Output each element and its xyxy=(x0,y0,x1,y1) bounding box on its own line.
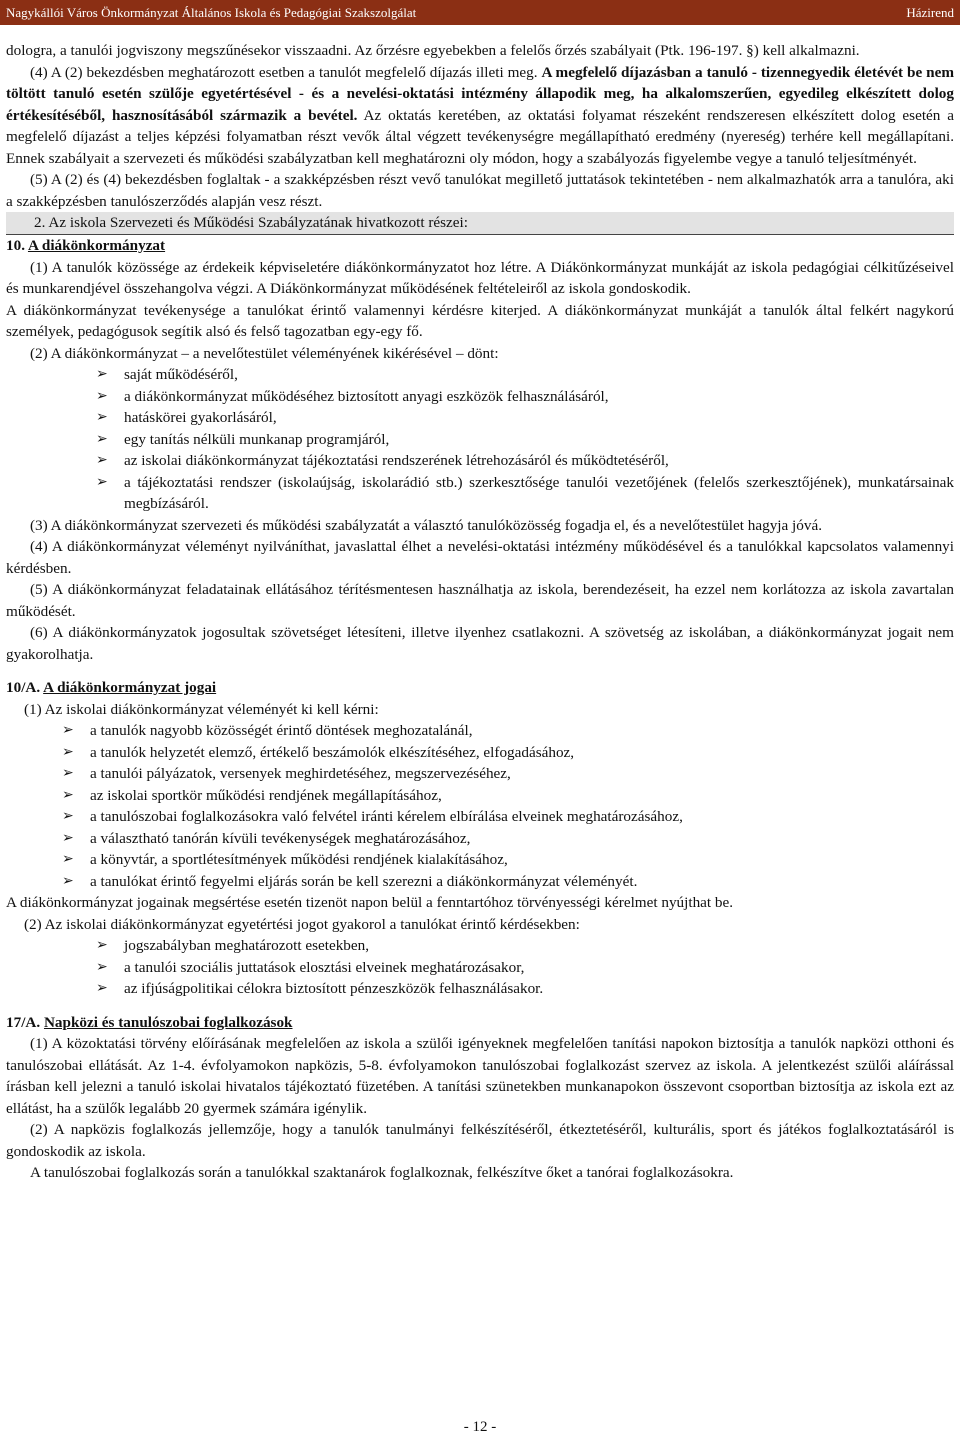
paragraph: (1) Az iskolai diákönkormányzat véleményét ki kell kérni: xyxy=(24,700,379,718)
arrow-bullet-icon: ➢ xyxy=(62,851,74,867)
section-title-text: A diákönkormányzat xyxy=(27,237,166,254)
paragraph: (2) A napközis foglalkozás jellemzője, hogy a tanulók tanulmányi felkészítéséről, étkeztetéséről, kulturális, sport és játékos foglalkoztatásáról is gondoskodik az iskola. xyxy=(6,1121,954,1160)
page-number: - 12 - xyxy=(463,1419,497,1435)
list-item-text: a választható tanórán kívüli tevékenységek meghatározásához, xyxy=(90,829,471,847)
arrow-bullet-icon: ➢ xyxy=(96,980,108,996)
list-item xyxy=(6,720,954,742)
list-item xyxy=(6,364,954,386)
list-item xyxy=(6,386,954,408)
paragraph: (1) A tanulók közössége az érdekeik képviseletére diákönkormányzatot hoz létre. A Diákönkormányzat munkáját az iskola pedagógiai célkitűzéseivel és munkarendjével összehangolva végzi. A Diákönkormányzat működésének feltételeiről az iskola gondoskodik. xyxy=(6,258,954,297)
arrow-bullet-icon: ➢ xyxy=(96,473,108,490)
paragraph: (6) A diákönkormányzatok jogosultak szövetséget létesíteni, illetve ilyenhez csatlakozni. A szövetség az iskolában, a diákönkormányzat jogait nem gyakorolhatja. xyxy=(6,624,954,663)
paragraph: (3) A diákönkormányzat szervezeti és működési szabályzatát a választó tanulóközösség fogadja el, és a nevelőtestület hagyja jóvá. xyxy=(30,516,822,534)
section-heading-bar: 2. Az iskola Szervezeti és Működési Szabályzatának hivatkozott részei: xyxy=(6,212,954,235)
paragraph: (2) A diákönkormányzat – a nevelőtestület véleményének kikérésével – dönt: xyxy=(30,344,499,362)
arrow-bullet-icon: ➢ xyxy=(96,366,108,382)
list-item-text: a tanulók nagyobb közösségét érintő döntések meghozatalánál, xyxy=(90,722,473,739)
list-item xyxy=(6,763,954,785)
opinion-list xyxy=(6,720,954,892)
paragraph: A diákönkormányzat jogainak megsértése esetén tizenöt napon belül a fenntartóhoz törvényességi kérelmet nyújthat be. xyxy=(6,894,734,911)
paragraph: A diákönkormányzat tevékenysége a tanulókat érintő valamennyi kérdésre kiterjed. A diákönkormányzat munkáját a tanulók által felkért nagykorú személyek, pedagógusok segítik alsó és felső tagozatban egy-egy fő. xyxy=(6,301,954,340)
list-item xyxy=(6,957,954,979)
header-document-title: Házirend xyxy=(906,4,954,20)
section-title-10 xyxy=(6,235,954,257)
list-item-text: hatáskörei gyakorlásáról, xyxy=(124,409,277,426)
list-item-text: egy tanítás nélküli munkanap programjáról, xyxy=(124,430,390,448)
list-item-text: a tanulói szociális juttatások elosztási elveinek meghatározásakor, xyxy=(124,958,525,976)
list-item xyxy=(6,935,954,957)
paragraph: (2) Az iskolai diákönkormányzat egyetértési jogot gyakorol a tanulókat érintő kérdésekben: xyxy=(24,915,580,933)
arrow-bullet-icon: ➢ xyxy=(96,430,108,447)
arrow-bullet-icon: ➢ xyxy=(96,387,108,404)
list-item xyxy=(6,742,954,764)
arrow-bullet-icon: ➢ xyxy=(62,722,74,738)
paragraph xyxy=(6,62,954,170)
arrow-bullet-icon: ➢ xyxy=(62,829,74,846)
arrow-bullet-icon: ➢ xyxy=(62,808,74,824)
paragraph: (5) A (2) és (4) bekezdésben foglaltak - a szakképzésben részt vevő tanulókat megillető juttatások tekintetében - nem alkalmazhatók arra a tanulóra, aki a szakképzésben tanulószerződés alapján vesz részt. xyxy=(6,171,954,210)
list-item xyxy=(6,806,954,828)
list-item-text: az ifjúságpolitikai célokra biztosított pénzeszközök felhasználásakor. xyxy=(124,980,544,997)
paragraph-part: Az oktatás keretében, az oktatási folyamat részeként rendszeresen elkészített dolog esetén a megfelelő díjazást a teljes képzési folyamatban részt vevők által végzett tevékenységre megállapítható eredmény (nyereség) terhére kell megállapítani. Ennek szabályait a szervezeti és működési szabályzatban kell meghatározni oly módon, hogy a szabályozás figyelembe vegye a tanuló teljesítményét. xyxy=(6,106,954,167)
decision-list xyxy=(6,364,954,515)
paragraph-part: (4) A (2) bekezdésben meghatározott esetben a tanulót megfelelő díjazás illeti meg. xyxy=(30,63,542,81)
paragraph: A tanulószobai foglalkozás során a tanulókkal szaktanárok foglalkoznak, felkészítve őket a tanórai foglalkozásokra. xyxy=(30,1164,734,1181)
list-item-text: a tájékoztatási rendszer (iskolaújság, iskolarádió stb.) szerkesztősége tanulói vezetőjének (felelős szerkesztőjének), munkatársainak megbízásáról. xyxy=(124,473,954,512)
document-header xyxy=(0,0,960,25)
list-item-text: saját működéséről, xyxy=(124,366,238,383)
list-item xyxy=(6,978,954,1000)
arrow-bullet-icon: ➢ xyxy=(96,937,108,953)
arrow-bullet-icon: ➢ xyxy=(62,872,74,889)
paragraph-part-bold: A megfelelő díjazásban a tanuló - tizennegyedik életévét be nem töltött tanuló esetén szülője egyetértésével - és a nevelési-oktatási intézmény állapodik meg, ha alkalomszerűen, egyedileg elkészített dolog értékesítéséből, hasznosításából származik a bevétel. xyxy=(6,63,954,124)
section-number: 10/A. xyxy=(6,679,44,696)
list-item-text: az iskolai diákönkormányzat tájékoztatási rendszerének létrehozásáról és működtetéséről, xyxy=(124,452,669,469)
header-school-name: Nagykállói Város Önkormányzat Általános Iskola és Pedagógiai Szakszolgálat xyxy=(6,4,417,20)
list-item xyxy=(6,429,954,451)
paragraph: (4) A diákönkormányzat véleményt nyilváníthat, javaslattal élhet a nevelési-oktatási intézmény működésével és a tanulókkal kapcsolatos valamennyi kérdésben. xyxy=(6,538,954,577)
list-item xyxy=(6,828,954,850)
list-item-text: jogszabályban meghatározott esetekben, xyxy=(124,937,370,954)
section-number: 17/A. xyxy=(6,1013,44,1031)
list-item xyxy=(6,450,954,472)
consent-list xyxy=(6,935,954,1000)
page-content xyxy=(6,40,954,1184)
section-title-10a xyxy=(6,677,954,699)
arrow-bullet-icon: ➢ xyxy=(96,409,108,425)
arrow-bullet-icon: ➢ xyxy=(96,452,108,468)
section-title-text: A diákönkormányzat jogai xyxy=(43,679,217,696)
list-item-text: a tanulók helyzetét elemző, értékelő beszámolók elkészítéséhez, elfogadásához, xyxy=(90,743,575,761)
arrow-bullet-icon: ➢ xyxy=(62,743,74,760)
paragraph: dologra, a tanulói jogviszony megszűnésekor visszaadni. Az őrzésre egyebekben a felelős őrzés szabályait (Ptk. 196-197. §) kell alkalmazni. xyxy=(6,42,860,59)
section-title-text: Napközi és tanulószobai foglalkozások xyxy=(43,1013,293,1031)
list-item xyxy=(6,871,954,893)
list-item xyxy=(6,849,954,871)
paragraph: (1) A közoktatási törvény előírásának megfelelően az iskola a szülői igényeknek megfelelően tanítási napokon biztosítja a tanulók napközi otthoni és tanulószobai ellátását. Az 1-4. évfolyamokon napközis, 5-8. évfolyamokon tanulószobai foglalkozást szervez az iskola. A jelentkezést szülői aláírással írásban kell jelezni a tanuló iskolai hivatalos tájékoztató füzetében. A tanítási szünetekben munkanapokon összevont csoportban biztosítja az iskola ezt az ellátást, ha a szülők legalább 20 gyermek számára igénylik. xyxy=(6,1035,954,1117)
arrow-bullet-icon: ➢ xyxy=(62,765,74,781)
arrow-bullet-icon: ➢ xyxy=(96,958,108,975)
list-item xyxy=(6,785,954,807)
list-item xyxy=(6,407,954,429)
list-item-text: a tanulókat érintő fegyelmi eljárás során be kell szerezni a diákönkormányzat véleményét. xyxy=(90,872,638,890)
list-item-text: a tanulószobai foglalkozásokra való felvétel iránti kérelem elbírálása elveinek meghatározásához, xyxy=(90,808,683,825)
list-item xyxy=(6,472,954,515)
list-item-text: a tanulói pályázatok, versenyek meghirdetéséhez, megszervezéséhez, xyxy=(90,765,511,782)
list-item-text: a könyvtár, a sportlétesítmények működési rendjének kialakításához, xyxy=(90,851,508,868)
arrow-bullet-icon: ➢ xyxy=(62,786,74,803)
list-item-text: a diákönkormányzat működéséhez biztosított anyagi eszközök felhasználásáról, xyxy=(124,387,609,405)
section-number: 10. xyxy=(6,237,28,254)
list-item-text: az iskolai sportkör működési rendjének megállapításához, xyxy=(90,786,442,804)
section-title-17a xyxy=(6,1012,954,1034)
paragraph: (5) A diákönkormányzat feladatainak ellátásához térítésmentesen használhatja az iskola, berendezéseit, ha ezzel nem korlátozza az iskola zavartalan működését. xyxy=(6,581,954,620)
